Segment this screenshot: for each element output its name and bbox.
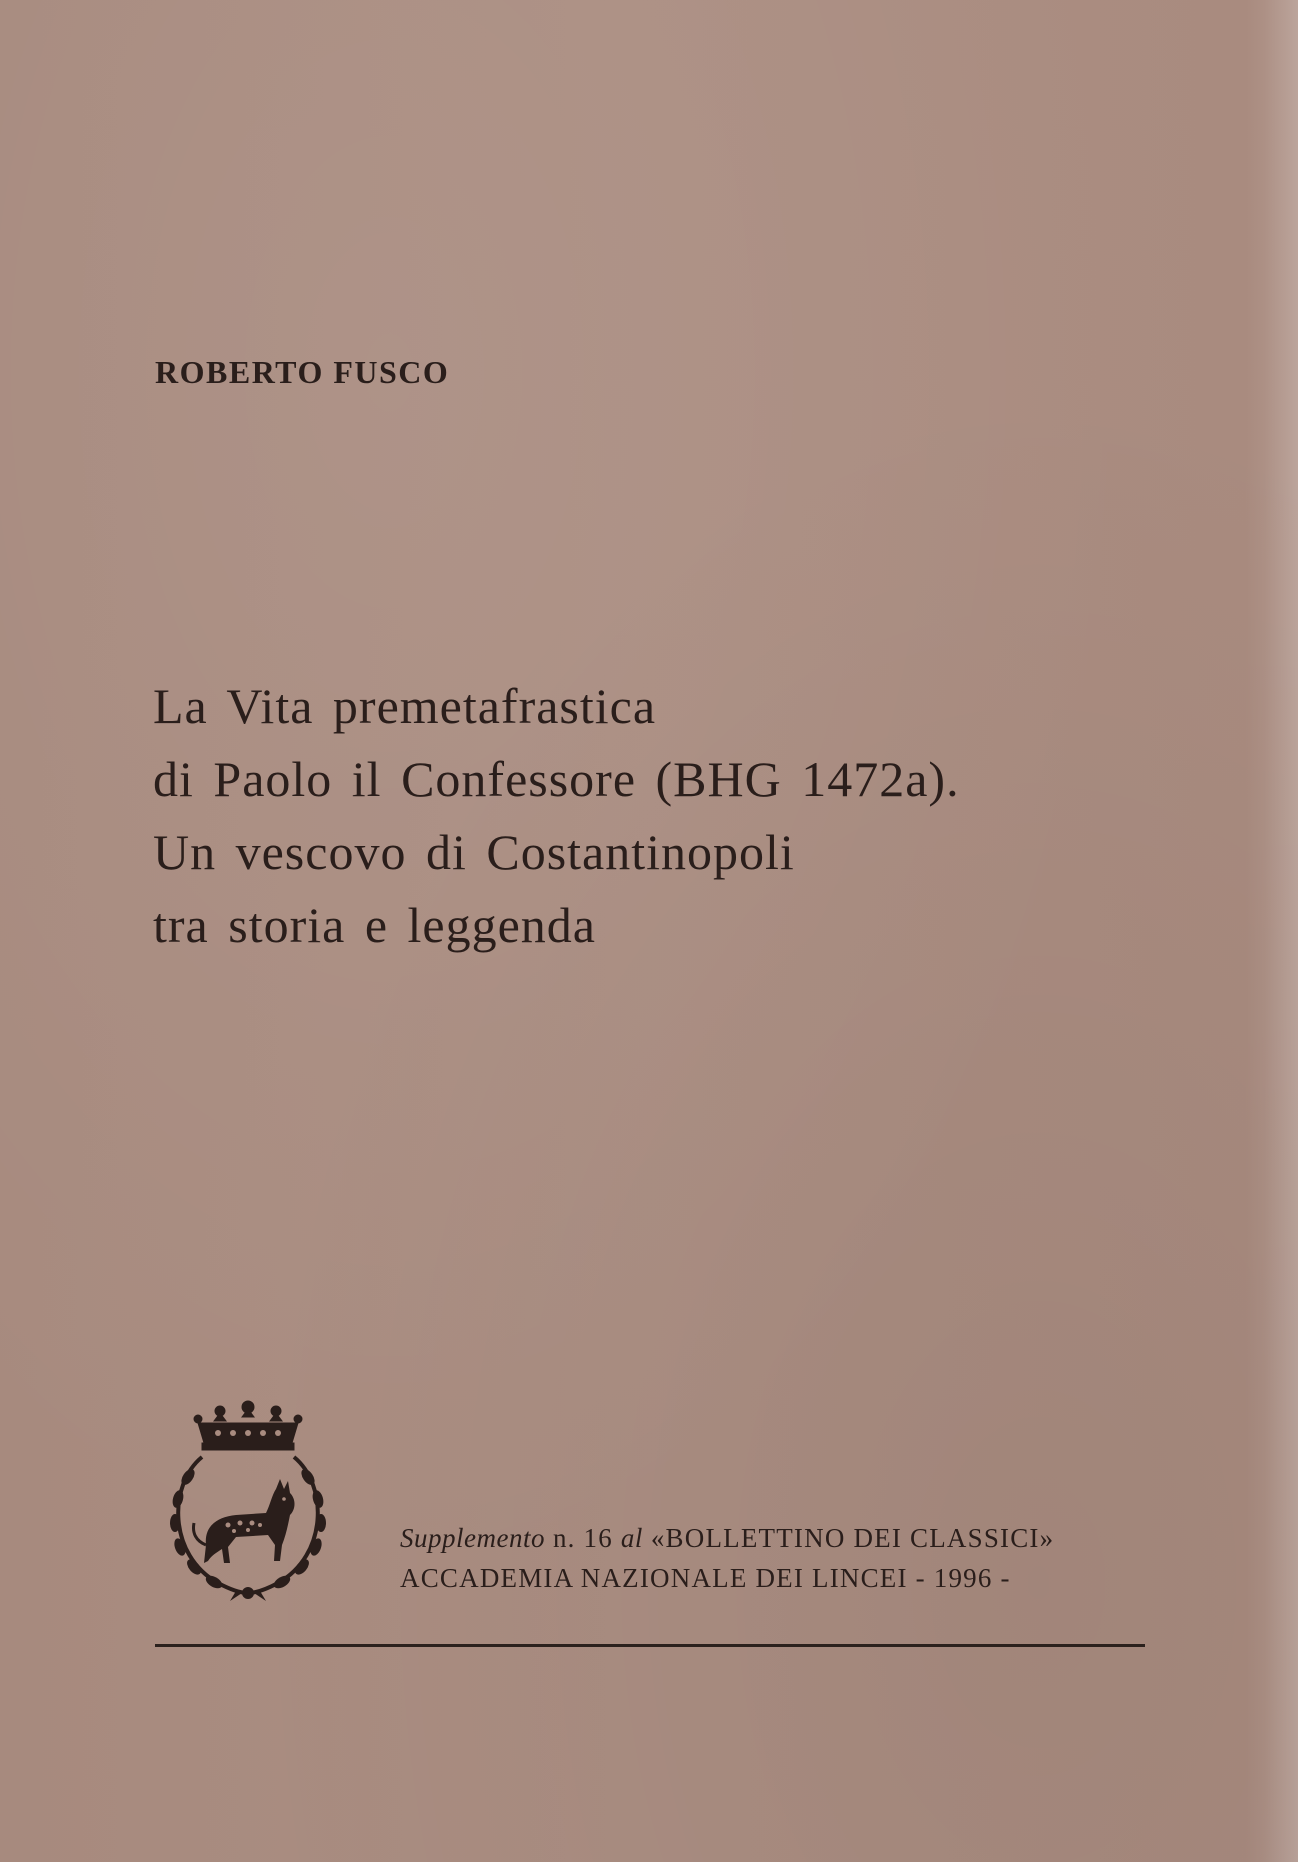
book-title xyxy=(153,670,1153,962)
supplement-line xyxy=(400,1518,1180,1558)
author-name: ROBERTO FUSCO xyxy=(155,354,450,390)
title-line: La Vita premetafrastica xyxy=(153,678,657,734)
lynx-crest-icon xyxy=(158,1395,338,1605)
horizontal-rule xyxy=(155,1644,1145,1647)
page-edge-shading xyxy=(1264,0,1298,1862)
supplement-prep: al xyxy=(620,1523,643,1553)
supplement-number: n. 16 xyxy=(552,1523,613,1553)
series-info xyxy=(400,1518,1180,1598)
title-line: tra storia e leggenda xyxy=(153,897,596,953)
publisher-line: ACCADEMIA NAZIONALE DEI LINCEI - 1996 - xyxy=(400,1563,1011,1593)
series-name: «BOLLETTINO DEI CLASSICI» xyxy=(650,1523,1055,1553)
title-line: di Paolo il Confessore (BHG 1472a). xyxy=(153,751,960,807)
title-line: Un vescovo di Costantinopoli xyxy=(153,824,795,880)
supplement-word: Supplemento xyxy=(400,1523,545,1553)
